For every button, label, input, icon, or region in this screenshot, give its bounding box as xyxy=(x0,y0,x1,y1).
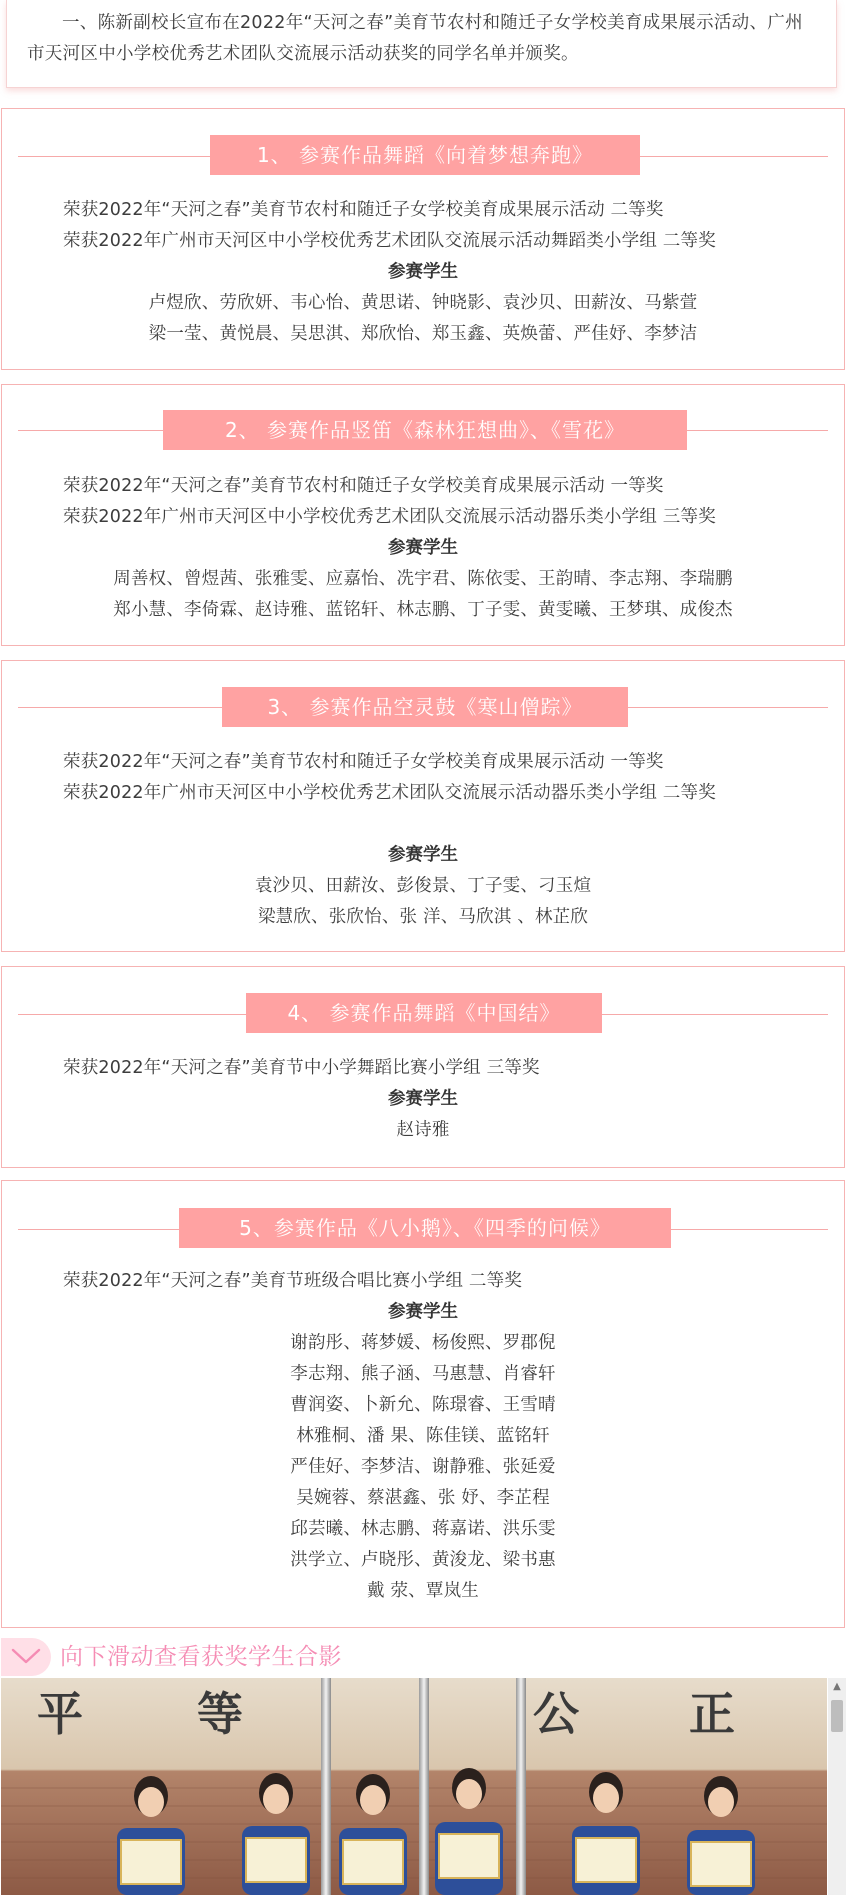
award-section-3 xyxy=(1,660,845,952)
section-title: 1、 参赛作品舞蹈《向着梦想奔跑》 xyxy=(210,135,640,175)
student-names: 周善权、曾煜茜、张雅雯、应嘉怡、冼宇君、陈依雯、王韵晴、李志翔、李瑞鹏 xyxy=(113,569,733,589)
award-line: 荣获2022年广州市天河区中小学校优秀艺术团队交流展示活动舞蹈类小学组 二等奖 xyxy=(63,231,716,251)
photo-illustration xyxy=(1,1678,827,1895)
chevron-down-icon xyxy=(1,1638,51,1676)
student-names: 林雅桐、潘 果、陈佳镁、蓝铭轩 xyxy=(296,1426,550,1446)
student-names: 卢煜欣、劳欣妍、韦心怡、黄思诺、钟晓影、袁沙贝、田薪汝、马紫萱 xyxy=(148,293,698,313)
section-title: 2、 参赛作品竖笛《森林狂想曲》、《雪花》 xyxy=(163,410,687,450)
student-names: 李志翔、熊子涵、马惠慧、肖睿轩 xyxy=(290,1364,556,1384)
award-line: 荣获2022年“天河之春”美育节中小学舞蹈比赛小学组 三等奖 xyxy=(63,1058,540,1078)
section-title: 3、 参赛作品空灵鼓《寒山僧踪》 xyxy=(222,687,628,727)
students-label: 参赛学生 xyxy=(388,1302,458,1322)
award-line: 荣获2022年广州市天河区中小学校优秀艺术团队交流展示活动器乐类小学组 二等奖 xyxy=(63,783,716,803)
student-names: 赵诗雅 xyxy=(396,1120,450,1140)
section-title: 4、 参赛作品舞蹈《中国结》 xyxy=(246,993,602,1033)
sign-char: 正 xyxy=(689,1687,735,1741)
student-names: 严佳好、李梦洁、谢静雅、张延爱 xyxy=(290,1457,556,1477)
award-line: 荣获2022年“天河之春”美育节农村和随迁子女学校美育成果展示活动 一等奖 xyxy=(63,752,664,772)
award-section-5 xyxy=(1,1180,845,1628)
sign-char: 等 xyxy=(197,1687,243,1741)
award-line: 荣获2022年“天河之春”美育节班级合唱比赛小学组 二等奖 xyxy=(63,1271,523,1291)
students-label: 参赛学生 xyxy=(388,1089,458,1109)
award-line: 荣获2022年广州市天河区中小学校优秀艺术团队交流展示活动器乐类小学组 三等奖 xyxy=(63,507,716,527)
student-names: 吴婉蓉、蔡湛鑫、张 妤、李芷程 xyxy=(296,1488,550,1508)
sign-char: 公 xyxy=(533,1687,579,1741)
student-names: 谢韵彤、蒋梦媛、杨俊熙、罗郡倪 xyxy=(290,1333,556,1353)
student-names: 邱芸曦、林志鹏、蒋嘉诺、洪乐雯 xyxy=(290,1519,556,1539)
award-section-2 xyxy=(1,384,845,646)
sign-char: 平 xyxy=(37,1687,83,1741)
section-title: 5、参赛作品《八小鹅》、《四季的问候》 xyxy=(179,1208,671,1248)
student-names: 郑小慧、李倚霖、赵诗雅、蓝铭轩、林志鹏、丁子雯、黄雯曦、王梦琪、成俊杰 xyxy=(113,600,733,620)
award-section-1 xyxy=(1,108,845,370)
student-names: 梁慧欣、张欣怡、张 洋、马欣淇 、林芷欣 xyxy=(257,907,589,927)
students-label: 参赛学生 xyxy=(388,538,458,558)
scroll-hint-text: 向下滑动查看获奖学生合影 xyxy=(60,1644,342,1670)
scroll-up-arrow-icon[interactable]: ▲ xyxy=(833,1681,841,1692)
award-group-photo[interactable] xyxy=(1,1678,827,1895)
award-line: 荣获2022年“天河之春”美育节农村和随迁子女学校美育成果展示活动 二等奖 xyxy=(63,200,664,220)
award-section-4 xyxy=(1,966,845,1168)
student-names: 梁一莹、黄悦晨、吴思淇、郑欣怡、郑玉鑫、英焕蕾、严佳妤、李梦洁 xyxy=(148,324,698,344)
scroll-hint xyxy=(0,1638,847,1680)
student-names: 洪学立、卢晓彤、黄浚龙、梁书惠 xyxy=(290,1550,556,1570)
award-line: 荣获2022年“天河之春”美育节农村和随迁子女学校美育成果展示活动 一等奖 xyxy=(63,476,664,496)
photo-scrollbar[interactable] xyxy=(828,1678,846,1895)
student-names: 曹润姿、卜新允、陈璟睿、王雪晴 xyxy=(290,1395,556,1415)
intro-paragraph: 一、陈新副校长宣布在2022年“天河之春”美育节农村和随迁子女学校美育成果展示活动、广州市天河区中小学校优秀艺术团队交流展示活动获奖的同学名单并颁奖。 xyxy=(6,0,837,88)
students-label: 参赛学生 xyxy=(388,262,458,282)
student-names: 袁沙贝、田薪汝、彭俊景、丁子雯、刁玉煊 xyxy=(254,876,592,896)
students-label: 参赛学生 xyxy=(388,845,458,865)
student-names: 戴 荥、覃岚生 xyxy=(367,1581,479,1601)
scrollbar-thumb[interactable] xyxy=(831,1700,843,1732)
